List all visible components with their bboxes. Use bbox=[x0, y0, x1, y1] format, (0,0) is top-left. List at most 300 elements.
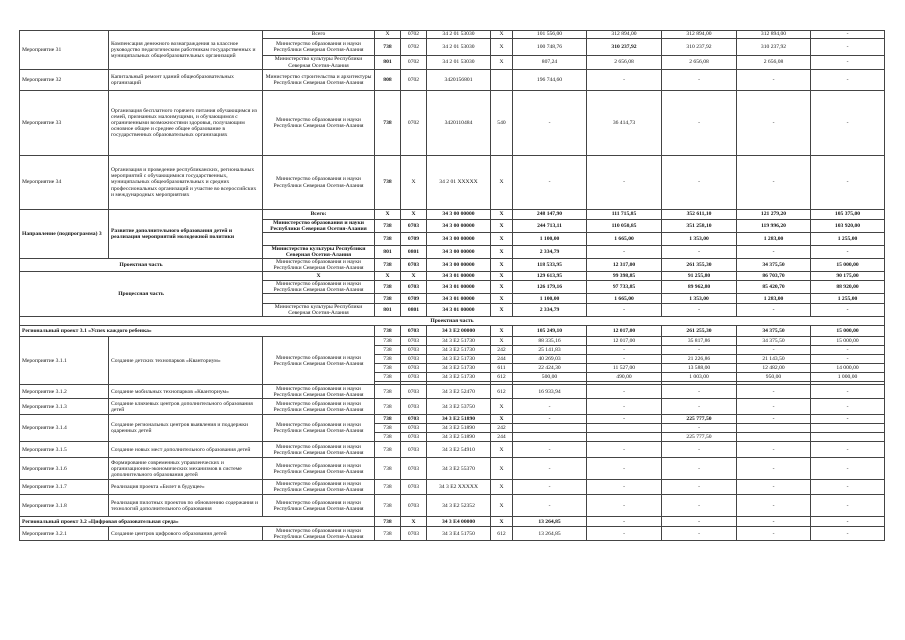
table-cell: - bbox=[737, 70, 811, 91]
table-cell: Создание мобильных технопарков «Кванториум» bbox=[109, 385, 263, 399]
table-cell: 90 175,00 bbox=[811, 272, 885, 281]
table-cell bbox=[587, 424, 662, 433]
table-cell: 738 bbox=[375, 442, 401, 458]
table-cell: - bbox=[587, 346, 662, 355]
table-cell: 242 bbox=[491, 424, 513, 433]
table-cell: - bbox=[662, 442, 737, 458]
table-cell: Х bbox=[491, 31, 513, 39]
table-cell: 34 375,50 bbox=[737, 326, 811, 337]
table-cell: 738 bbox=[375, 91, 401, 156]
table-cell: 88 920,00 bbox=[811, 281, 885, 294]
table-cell: 35 817,86 bbox=[662, 337, 737, 346]
table-cell bbox=[513, 433, 587, 442]
table-cell: 1 283,00 bbox=[737, 233, 811, 246]
table-cell: 88 335,16 bbox=[513, 337, 587, 346]
table-cell: - bbox=[662, 399, 737, 415]
table-cell: 0703 bbox=[401, 415, 427, 424]
table-cell: - bbox=[662, 304, 737, 317]
table-row bbox=[20, 415, 885, 424]
table-cell: 0703 bbox=[401, 527, 427, 541]
table-cell: Х bbox=[401, 156, 427, 210]
table-cell: 1 255,00 bbox=[811, 294, 885, 304]
table-cell: Х bbox=[491, 326, 513, 337]
table-cell: Региональный проект 3.2 «Цифровая образовательная среда» bbox=[20, 517, 375, 527]
table-cell: Министерство строительства и архитектуры Республики Северная Осетия-Алания bbox=[263, 70, 375, 91]
table-cell: Всего bbox=[263, 31, 375, 39]
table-cell: 244 bbox=[491, 433, 513, 442]
table-cell: 738 bbox=[375, 337, 401, 346]
table-cell: 738 bbox=[375, 373, 401, 382]
table-cell: - bbox=[662, 156, 737, 210]
table-cell: 12 017,00 bbox=[587, 337, 662, 346]
table-cell: 12 017,00 bbox=[587, 326, 662, 337]
table-cell: 34 3 Е2 52352 bbox=[427, 495, 491, 517]
table-cell: Формирование современных управленческих и организационно-экономических механизмов в системе дополнительного образования детей bbox=[109, 458, 263, 480]
table-cell: - bbox=[513, 442, 587, 458]
table-cell: 89 962,80 bbox=[662, 281, 737, 294]
table-cell: 738 bbox=[375, 259, 401, 272]
table-cell: - bbox=[811, 517, 885, 527]
table-cell: 12 317,00 bbox=[587, 259, 662, 272]
table-cell: 34 2 01 53030 bbox=[427, 31, 491, 39]
table-row bbox=[20, 399, 885, 415]
table-cell: Х bbox=[491, 246, 513, 259]
table-cell: Министерство образования и науки Республики Северная Осетия-Алания bbox=[263, 39, 375, 56]
table-cell: 25 141,83 bbox=[513, 346, 587, 355]
table-cell: Х bbox=[491, 220, 513, 233]
table-cell: 0703 bbox=[401, 495, 427, 517]
table-cell: Министерство образования и науки Республики Северная Осетия-Алания bbox=[263, 220, 375, 233]
table-cell: Организация и проведение республиканских, региональных мероприятий с обучающимися государственных, муниципальных общеобразовательных и средних профессиональных организаций и участие во всероссийских и международных мероприятиях bbox=[109, 156, 263, 210]
table-cell: - bbox=[811, 70, 885, 91]
budget-table bbox=[19, 30, 885, 541]
table-cell: 86 703,70 bbox=[737, 272, 811, 281]
table-cell: 225 777,50 bbox=[662, 415, 737, 424]
table-cell: 34 3 00 00000 bbox=[427, 259, 491, 272]
table-cell: - bbox=[662, 91, 737, 156]
table-cell: - bbox=[737, 304, 811, 317]
table-cell: Мероприятие 3.1.6 bbox=[20, 458, 109, 480]
table-cell: 0703 bbox=[401, 364, 427, 373]
table-cell: 0703 bbox=[401, 424, 427, 433]
table-cell: 12 482,00 bbox=[737, 364, 811, 373]
table-cell: 738 bbox=[375, 355, 401, 364]
table-cell: - bbox=[587, 495, 662, 517]
table-cell: 34 3 Е2 51730 bbox=[427, 373, 491, 382]
table-cell: 34 375,50 bbox=[737, 259, 811, 272]
table-cell: 0703 bbox=[401, 385, 427, 399]
table-cell: Министерство образования и науки Республики Северная Осетия-Алания bbox=[263, 480, 375, 495]
table-cell: Министерство образования и науки Республики Северная Осетия-Алания bbox=[263, 399, 375, 415]
table-cell: - bbox=[662, 527, 737, 541]
table-cell: - bbox=[513, 156, 587, 210]
table-row bbox=[20, 495, 885, 517]
table-cell: 352 611,10 bbox=[662, 210, 737, 220]
table-cell: - bbox=[662, 480, 737, 495]
table-cell: 85 420,70 bbox=[737, 281, 811, 294]
table-cell: - bbox=[737, 527, 811, 541]
table-cell: 34 3 01 00000 bbox=[427, 294, 491, 304]
table-row bbox=[20, 442, 885, 458]
table-cell: - bbox=[737, 458, 811, 480]
table-cell: - bbox=[811, 304, 885, 317]
table-cell: Х bbox=[491, 458, 513, 480]
table-cell: 738 bbox=[375, 399, 401, 415]
table-cell: 15 000,00 bbox=[811, 337, 885, 346]
table-cell: - bbox=[811, 39, 885, 56]
table-cell: 11 527,00 bbox=[587, 364, 662, 373]
table-cell: - bbox=[513, 399, 587, 415]
table-cell: 126 179,16 bbox=[513, 281, 587, 294]
table-cell: 0801 bbox=[401, 246, 427, 259]
table-cell: Х bbox=[491, 337, 513, 346]
table-cell: 101 556,00 bbox=[513, 31, 587, 39]
table-cell: 0703 bbox=[401, 326, 427, 337]
table-cell: 244 713,11 bbox=[513, 220, 587, 233]
table-cell: 738 bbox=[375, 480, 401, 495]
table-cell: 34 3 Е2 51730 bbox=[427, 337, 491, 346]
table-cell: 34 375,50 bbox=[737, 337, 811, 346]
table-cell: - bbox=[737, 517, 811, 527]
table-cell: - bbox=[513, 480, 587, 495]
table-cell: 0702 bbox=[401, 91, 427, 156]
table-cell: 13 264,85 bbox=[513, 527, 587, 541]
table-cell: 738 bbox=[375, 424, 401, 433]
table-cell: - bbox=[587, 458, 662, 480]
table-cell: 808 bbox=[375, 70, 401, 91]
table-cell: Создание ключевых центров дополнительного образования детей bbox=[109, 399, 263, 415]
table-cell bbox=[587, 433, 662, 442]
table-cell: Х bbox=[491, 480, 513, 495]
table-cell bbox=[263, 294, 375, 304]
table-cell: Мероприятие 3.1.3 bbox=[20, 399, 109, 415]
table-cell: 3420110484 bbox=[427, 91, 491, 156]
table-cell: 34 3 Е2 51890 bbox=[427, 424, 491, 433]
table-cell: 261 255,30 bbox=[662, 326, 737, 337]
table-cell: Проектная часть bbox=[20, 317, 885, 326]
table-cell: 738 bbox=[375, 281, 401, 294]
table-cell: 100 748,76 bbox=[513, 39, 587, 56]
table-cell: - bbox=[587, 399, 662, 415]
table-cell bbox=[263, 233, 375, 246]
table-cell: 0703 bbox=[401, 259, 427, 272]
table-cell: - bbox=[737, 399, 811, 415]
table-cell: 312 894,00 bbox=[587, 31, 662, 39]
table-cell bbox=[737, 433, 811, 442]
table-cell: 801 bbox=[375, 304, 401, 317]
table-cell: 738 bbox=[375, 39, 401, 56]
table-cell: 34 3 Е4 51750 bbox=[427, 527, 491, 541]
table-cell: Мероприятие 34 bbox=[20, 156, 109, 210]
table-cell: Всего: bbox=[263, 210, 375, 220]
table-cell: - bbox=[737, 495, 811, 517]
table-cell: - bbox=[811, 495, 885, 517]
table-cell: Х bbox=[491, 281, 513, 294]
table-cell: - bbox=[737, 385, 811, 399]
table-cell: 34 3 Е2 52470 bbox=[427, 385, 491, 399]
table-cell: Х bbox=[491, 233, 513, 246]
table-cell: 91 255,80 bbox=[662, 272, 737, 281]
table-cell: 34 3 Е2 ХХХХХ bbox=[427, 480, 491, 495]
table-cell: - bbox=[811, 56, 885, 70]
table-cell: 110 050,85 bbox=[587, 220, 662, 233]
table-cell: - bbox=[587, 480, 662, 495]
table-cell: 34 3 Е2 55370 bbox=[427, 458, 491, 480]
table-cell: 310 237,92 bbox=[587, 39, 662, 56]
table-row bbox=[20, 91, 885, 156]
table-cell: - bbox=[587, 355, 662, 364]
table-cell: - bbox=[811, 156, 885, 210]
table-cell: 118 533,95 bbox=[513, 259, 587, 272]
table-cell: 225 777,50 bbox=[662, 433, 737, 442]
table-cell bbox=[737, 424, 811, 433]
table-cell: Мероприятие 3.1.7 bbox=[20, 480, 109, 495]
table-cell: - bbox=[737, 415, 811, 424]
table-cell: 738 bbox=[375, 346, 401, 355]
table-cell bbox=[491, 70, 513, 91]
table-cell: Х bbox=[491, 259, 513, 272]
table-cell: Х bbox=[263, 272, 375, 281]
table-cell: 1 000,00 bbox=[811, 373, 885, 382]
table-cell: 0709 bbox=[401, 233, 427, 246]
table-cell: 34 2 01 ХХХХХ bbox=[427, 156, 491, 210]
table-cell: 34 3 01 00000 bbox=[427, 281, 491, 294]
table-row bbox=[20, 337, 885, 346]
table-cell: - bbox=[587, 70, 662, 91]
table-cell: - bbox=[587, 156, 662, 210]
table-cell: 738 bbox=[375, 156, 401, 210]
table-cell: 738 bbox=[375, 527, 401, 541]
table-cell: 196 744,60 bbox=[513, 70, 587, 91]
table-cell: Министерство культуры Республики Северная Осетия-Алания bbox=[263, 246, 375, 259]
table-cell: Реализация пилотных проектов по обновлению содержания и технологий дополнительного образования bbox=[109, 495, 263, 517]
table-cell: Министерство образования и науки Республики Северная Осетия-Алания bbox=[263, 495, 375, 517]
table-cell: Капитальный ремонт зданий общеобразовательных организаций bbox=[109, 70, 263, 91]
table-cell: 0703 bbox=[401, 373, 427, 382]
table-cell: Создание центров цифрового образования детей bbox=[109, 527, 263, 541]
table-cell: 21 226,86 bbox=[662, 355, 737, 364]
table-cell: 1 003,00 bbox=[662, 373, 737, 382]
table-cell: 738 bbox=[375, 364, 401, 373]
table-cell: Х bbox=[491, 210, 513, 220]
table-cell: 0702 bbox=[401, 56, 427, 70]
table-cell: Х bbox=[401, 210, 427, 220]
table-cell: - bbox=[811, 458, 885, 480]
budget-table-sheet bbox=[19, 30, 884, 541]
table-cell: 738 bbox=[375, 294, 401, 304]
table-cell: 0703 bbox=[401, 346, 427, 355]
table-cell: - bbox=[587, 246, 662, 259]
table-cell: - bbox=[662, 346, 737, 355]
table-cell: 3420156801 bbox=[427, 70, 491, 91]
table-cell bbox=[811, 433, 885, 442]
table-cell: Направление (подпрограмма) 3 bbox=[20, 210, 109, 259]
table-cell: 129 613,95 bbox=[513, 272, 587, 281]
table-cell: 34 3 Е2 00000 bbox=[427, 326, 491, 337]
table-cell: Мероприятие 32 bbox=[20, 70, 109, 91]
table-cell: Создание региональных центров выявления и поддержки одаренных детей bbox=[109, 415, 263, 442]
table-cell: Х bbox=[491, 294, 513, 304]
table-cell: 612 bbox=[491, 527, 513, 541]
table-cell: Организация бесплатного горячего питания обучающимся из семей, признанных малоимущими, и обучающимся с ограниченными возможностями здоровья, получающим основное общее и среднее общее образование в государственных образовательных организациях bbox=[109, 91, 263, 156]
table-cell: 1 665,00 bbox=[587, 233, 662, 246]
table-cell: 801 bbox=[375, 246, 401, 259]
table-row bbox=[20, 259, 885, 272]
table-cell: 738 bbox=[375, 458, 401, 480]
table-cell: 34 3 00 00000 bbox=[427, 210, 491, 220]
table-cell: Министерство образования и науки Республики Северная Осетия-Алания bbox=[263, 337, 375, 385]
table-cell: 0703 bbox=[401, 220, 427, 233]
table-cell: Министерство образования и науки Республики Северная Осетия-Алания bbox=[263, 527, 375, 541]
table-cell: 34 2 01 53030 bbox=[427, 39, 491, 56]
table-row bbox=[20, 480, 885, 495]
table-cell: Министерство образования и науки Республики Северная Осетия-Алания bbox=[263, 156, 375, 210]
table-cell: - bbox=[811, 91, 885, 156]
table-cell: 807,24 bbox=[513, 56, 587, 70]
table-cell: 36 414,73 bbox=[587, 91, 662, 156]
table-cell: 612 bbox=[491, 385, 513, 399]
table-cell: 540 bbox=[491, 91, 513, 156]
table-cell: 1 100,00 bbox=[513, 294, 587, 304]
table-cell: 1 283,00 bbox=[737, 294, 811, 304]
table-cell: 2 656,08 bbox=[737, 56, 811, 70]
table-cell: 1 353,00 bbox=[662, 233, 737, 246]
table-cell: 13 264,85 bbox=[513, 517, 587, 527]
table-cell: 15 000,00 bbox=[811, 259, 885, 272]
table-cell: 119 996,20 bbox=[737, 220, 811, 233]
table-cell: 34 3 Е2 53750 bbox=[427, 399, 491, 415]
table-cell: - bbox=[587, 415, 662, 424]
table-cell: 121 279,20 bbox=[737, 210, 811, 220]
table-cell: 0703 bbox=[401, 337, 427, 346]
table-cell: 312 894,00 bbox=[737, 31, 811, 39]
table-cell: 103 920,00 bbox=[811, 220, 885, 233]
table-cell: Региональный проект 3.1 «Успех каждого ребенка» bbox=[20, 326, 375, 337]
table-cell: Мероприятие 3.1.2 bbox=[20, 385, 109, 399]
table-cell: 34 3 Е2 51730 bbox=[427, 346, 491, 355]
table-cell: 244 bbox=[491, 355, 513, 364]
table-cell: Министерство образования и науки Республики Северная Осетия-Алания bbox=[263, 415, 375, 442]
table-cell bbox=[513, 424, 587, 433]
table-cell: Х bbox=[491, 39, 513, 56]
table-cell: 310 237,92 bbox=[662, 39, 737, 56]
table-cell: 500,00 bbox=[513, 373, 587, 382]
table-cell: - bbox=[662, 70, 737, 91]
table-row bbox=[20, 517, 885, 527]
table-cell: - bbox=[737, 442, 811, 458]
table-cell: - bbox=[811, 346, 885, 355]
table-cell: Х bbox=[491, 442, 513, 458]
table-cell: 0801 bbox=[401, 304, 427, 317]
table-cell: Министерство образования и науки Республики Северная Осетия-Алания bbox=[263, 385, 375, 399]
table-cell: 14 000,00 bbox=[811, 364, 885, 373]
table-cell: - bbox=[811, 355, 885, 364]
table-cell: 34 3 Е2 51730 bbox=[427, 355, 491, 364]
table-cell: - bbox=[811, 246, 885, 259]
table-cell: 15 000,00 bbox=[811, 326, 885, 337]
table-cell: 34 3 00 00000 bbox=[427, 246, 491, 259]
table-cell: - bbox=[662, 246, 737, 259]
table-cell: Мероприятие 3.1.1 bbox=[20, 337, 109, 385]
table-cell: - bbox=[811, 527, 885, 541]
table-cell: 2 334,79 bbox=[513, 246, 587, 259]
table-cell: - bbox=[811, 415, 885, 424]
table-cell: 34 3 Е2 54910 bbox=[427, 442, 491, 458]
table-cell: - bbox=[811, 442, 885, 458]
table-cell: 2 656,08 bbox=[662, 56, 737, 70]
table-row bbox=[20, 385, 885, 399]
table-cell: - bbox=[662, 517, 737, 527]
table-cell: - bbox=[737, 480, 811, 495]
table-cell: 261 355,30 bbox=[662, 259, 737, 272]
table-cell: 34 2 01 53030 bbox=[427, 56, 491, 70]
table-cell: 248 147,90 bbox=[513, 210, 587, 220]
table-cell: 738 bbox=[375, 233, 401, 246]
table-cell: 105 249,10 bbox=[513, 326, 587, 337]
table-cell: 34 3 01 00000 bbox=[427, 304, 491, 317]
budget-table-body bbox=[20, 31, 885, 541]
table-cell: 950,00 bbox=[737, 373, 811, 382]
table-row bbox=[20, 317, 885, 326]
table-cell: 738 bbox=[375, 326, 401, 337]
table-cell: - bbox=[587, 304, 662, 317]
table-cell: - bbox=[737, 91, 811, 156]
table-cell: 99 398,85 bbox=[587, 272, 662, 281]
table-cell: 22 424,30 bbox=[513, 364, 587, 373]
table-cell: Х bbox=[491, 272, 513, 281]
table-cell: Министерство образования и науки Республики Северная Осетия-Алания bbox=[263, 281, 375, 294]
table-cell: - bbox=[513, 415, 587, 424]
table-cell: Проектная часть bbox=[20, 259, 263, 272]
table-cell: 34 3 Е2 51730 bbox=[427, 364, 491, 373]
table-cell: 0703 bbox=[401, 442, 427, 458]
table-cell: 738 bbox=[375, 415, 401, 424]
table-cell: 0702 bbox=[401, 39, 427, 56]
table-cell: - bbox=[811, 31, 885, 39]
table-cell: 738 bbox=[375, 220, 401, 233]
table-cell: - bbox=[513, 91, 587, 156]
table-cell: Мероприятие 33 bbox=[20, 91, 109, 156]
table-cell: Мероприятие 3.1.8 bbox=[20, 495, 109, 517]
table-cell: 490,00 bbox=[587, 373, 662, 382]
table-cell: 738 bbox=[375, 385, 401, 399]
table-row bbox=[20, 31, 885, 39]
table-cell: Х bbox=[375, 272, 401, 281]
table-cell: - bbox=[587, 385, 662, 399]
table-cell: Х bbox=[401, 517, 427, 527]
table-cell: Министерство культуры Республики Северная Осетия-Алания bbox=[263, 56, 375, 70]
table-cell: 0702 bbox=[401, 70, 427, 91]
table-cell: 34 3 Е4 00000 bbox=[427, 517, 491, 527]
table-cell: Министерство образования и науки Республики Северная Осетия-Алания bbox=[263, 442, 375, 458]
table-cell: 310 237,92 bbox=[737, 39, 811, 56]
table-cell: 738 bbox=[375, 517, 401, 527]
table-cell: 0703 bbox=[401, 480, 427, 495]
table-cell: 242 bbox=[491, 346, 513, 355]
table-cell: 0703 bbox=[401, 355, 427, 364]
table-cell: 13 588,00 bbox=[662, 364, 737, 373]
table-row bbox=[20, 70, 885, 91]
table-cell: 97 733,85 bbox=[587, 281, 662, 294]
table-cell: - bbox=[587, 527, 662, 541]
table-cell: 2 334,79 bbox=[513, 304, 587, 317]
table-cell: 0703 bbox=[401, 458, 427, 480]
table-cell: Х bbox=[491, 156, 513, 210]
table-cell: Министерство культуры Республики Северная Осетия-Алания bbox=[263, 304, 375, 317]
table-cell: - bbox=[513, 495, 587, 517]
table-cell: 312 894,00 bbox=[662, 31, 737, 39]
table-cell: 34 3 01 00000 bbox=[427, 272, 491, 281]
